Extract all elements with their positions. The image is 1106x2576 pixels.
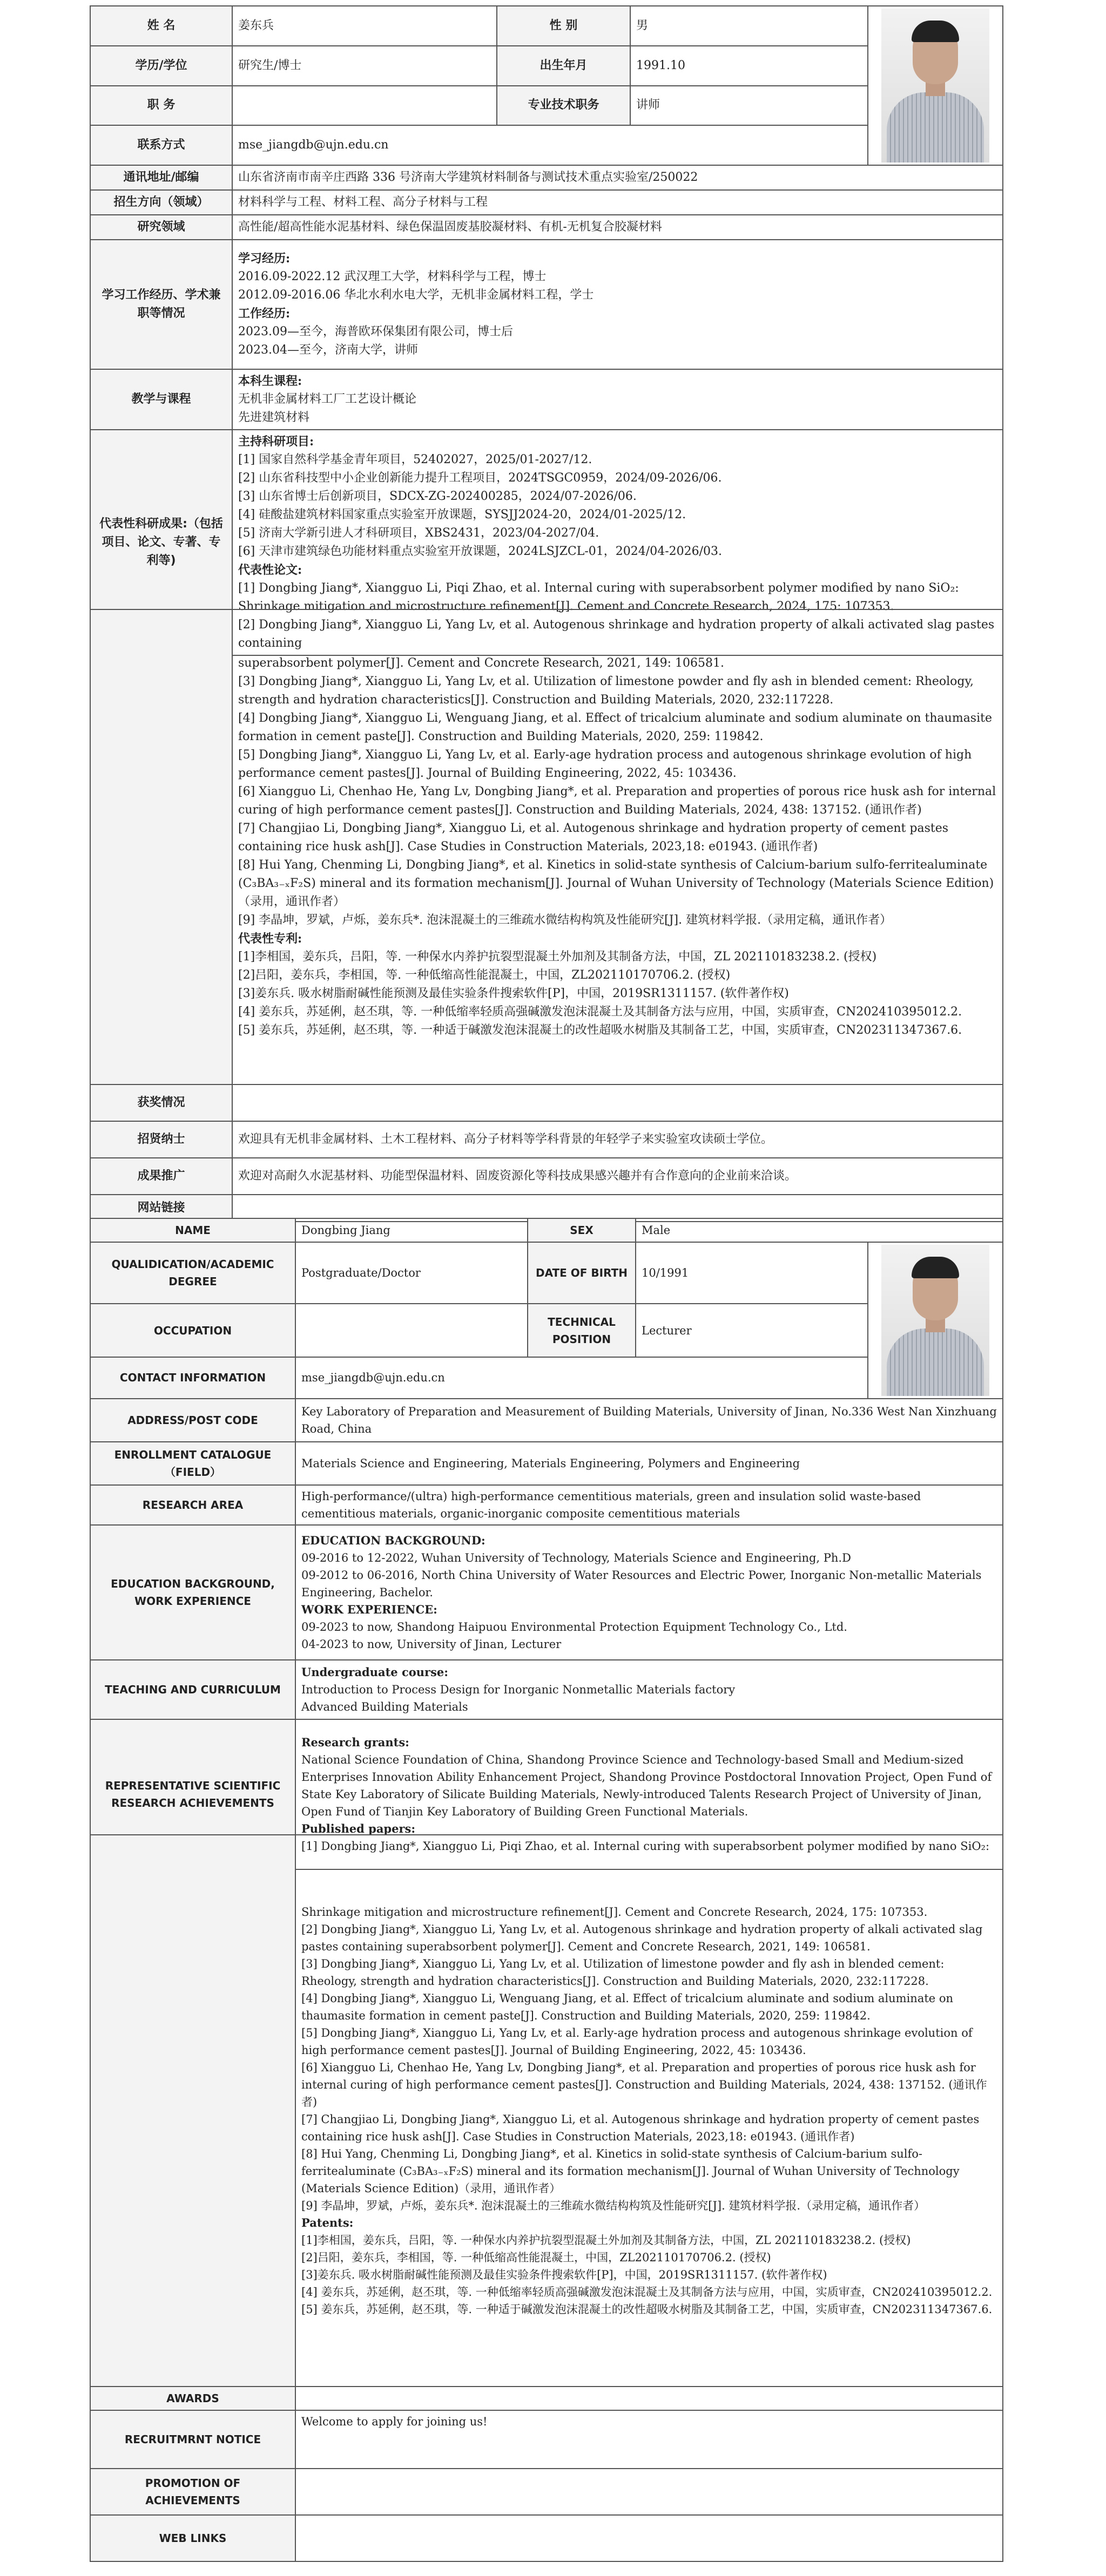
list-item: 2023.09—至今，海普欧环保集团有限公司，博士后 <box>238 325 513 338</box>
list-item: [5] 姜东兵，苏延俐，赵丕琪，等. 一种适于碱激发泡沫混凝土的改性超吸水树脂及其制备工艺，中国，实质审查，CN202311347367.6. <box>238 1023 962 1037</box>
en-photo-cell <box>868 1242 1003 1399</box>
list-item: [2]吕阳，姜东兵，李相国，等. 一种低缩高性能混凝土，中国，ZL202110170706.2. (授权) <box>301 2251 771 2264</box>
list-item: [4] 硅酸盐建筑材料国家重点实验室开放课题，SYSJJ2024-20，2024/01-2025/12. <box>238 508 686 521</box>
en-catalogue-value: Materials Science and Engineering, Materials Engineering, Polymers and Engineering <box>295 1442 1003 1485</box>
list-item: National Science Foundation of China, Shandong Province Science and Technology-based Small and Medium-sized Enterprises Innovation Ability Enhancement Project, Shandong Province Postdoctoral Innovation Project, Open Fund of State Key Laboratory of Silicate Building Materials, Newly-introduced Talents Research Project of University of Jinan, Open Fund of Tianjin Key Laboratory of Building Green Functional Materials. <box>301 1753 992 1818</box>
cn-position-label: 职 务 <box>90 86 232 126</box>
en-achievements-label: REPRESENTATIVE SCIENTIFIC RESEARCH ACHIEVEMENTS <box>90 1719 295 1869</box>
en-name-label: NAME <box>90 1218 295 1242</box>
section-heading: 主持科研项目: <box>238 435 314 449</box>
cn-promotion-value: 欢迎对高耐久水泥基材料、功能型保温材料、固废资源化等科技成果感兴趣并有合作意向的企业前来洽谈。 <box>232 1158 1003 1195</box>
list-item: [2]吕阳，姜东兵，李相国，等. 一种低缩高性能混凝土，中国，ZL202110170706.2. (授权) <box>238 968 731 982</box>
en-name-value: Dongbing Jiang <box>295 1218 528 1242</box>
en-occupation-value <box>295 1304 528 1357</box>
list-item: [5] 济南大学新引进人才科研项目，XBS2431，2023/04-2027/04. <box>238 526 599 540</box>
en-degree-value: Postgraduate/Doctor <box>295 1242 528 1304</box>
cn-address-label: 通讯地址/邮编 <box>90 165 232 190</box>
en-education-label: EDUCATION BACKGROUND, WORK EXPERIENCE <box>90 1525 295 1660</box>
section-heading: Undergraduate course: <box>301 1665 449 1679</box>
en-address-value: Key Laboratory of Preparation and Measurement of Building Materials, University of Jinan, No.336 West Nan Xinzhuang Road, China <box>295 1399 1003 1442</box>
list-item: [3] Dongbing Jiang*, Xiangguo Li, Yang Lv, et al. Utilization of limestone powder and fly ash in blended cement: Rheology, strength and hydration characteristics[J]. Construction and Building Materials, 2020, 232:117228. <box>301 1957 945 1988</box>
cn-photo-cell <box>868 6 1003 165</box>
list-item: Introduction to Process Design for Inorganic Nonmetallic Materials factory <box>301 1683 736 1696</box>
cn-name-label: 姓 名 <box>90 6 232 46</box>
en-birth-value: 10/1991 <box>636 1242 868 1304</box>
en-teaching-list <box>295 1660 1003 1719</box>
en-degree-label: QUALIDICATION/ACADEMIC DEGREE <box>90 1242 295 1304</box>
cn-awards-label: 获奖情况 <box>90 1084 232 1121</box>
section-heading: EDUCATION BACKGROUND: <box>301 1534 485 1547</box>
en-research-label: RESEARCH AREA <box>90 1485 295 1525</box>
en-teaching-label: TEACHING AND CURRICULUM <box>90 1660 295 1719</box>
en-education-list <box>295 1525 1003 1660</box>
list-item: [4] Dongbing Jiang*, Xiangguo Li, Wenguang Jiang, et al. Effect of tricalcium aluminate and sodium aluminate on thaumasite formation in cement paste[J]. Construction and Building Materials, 2020, 259: 119842. <box>301 1992 954 2022</box>
list-item: [5] Dongbing Jiang*, Xiangguo Li, Yang Lv, et al. Early-age hydration process and autogenous shrinkage evolution of high performance cement pastes[J]. Journal of Building Engineering, 2022, 45: 103436. <box>301 2026 973 2057</box>
en-sex-value: Male <box>636 1218 1003 1242</box>
list-item: [1]李相国，姜东兵，吕阳，等. 一种保水内养护抗裂型混凝土外加剂及其制备方法，中国，ZL 202110183238.2. (授权) <box>238 950 877 964</box>
section-heading: 代表性专利: <box>238 932 302 946</box>
cn-profile-table-continued <box>90 609 1002 1222</box>
cn-awards-value <box>232 1084 1003 1121</box>
cn-birth-label: 出生年月 <box>497 46 630 86</box>
section-heading: Research grants: <box>301 1736 409 1749</box>
list-item: [3]姜东兵. 吸水树脂耐碱性能预测及最佳实验条件搜索软件[P]，中国，2019SR1311157. (软件著作权) <box>301 2268 827 2281</box>
en-occupation-label: OCCUPATION <box>90 1304 295 1357</box>
en-awards-label: AWARDS <box>90 2387 295 2410</box>
en-catalogue-label: ENROLLMENT CATALOGUE（FIELD） <box>90 1442 295 1485</box>
list-item: [9] 李晶坤，罗斌，卢烁，姜东兵*. 泡沫混凝土的三维疏水微结构构筑及性能研究[J]. 建筑材料学报.（录用定稿，通讯作者） <box>238 913 892 927</box>
list-item: 2012.09-2016.06 华北水利水电大学，无机非金属材料工程，学士 <box>238 288 594 302</box>
list-item: [5] 姜东兵，苏延俐，赵丕琪，等. 一种适于碱激发泡沫混凝土的改性超吸水树脂及其制备工艺，中国，实质审查，CN202311347367.6. <box>301 2303 993 2316</box>
cn-catalogue-label: 招生方向（领域） <box>90 190 232 215</box>
en-birth-label: DATE OF BIRTH <box>528 1242 636 1304</box>
cn-degree-value: 研究生/博士 <box>232 46 497 86</box>
cn-address-value: 山东省济南市南辛庄西路 336 号济南大学建筑材料制备与测试技术重点实验室/250022 <box>232 165 1003 190</box>
list-item: [7] Changjiao Li, Dongbing Jiang*, Xiangguo Li, et al. Autogenous shrinkage and hydration property of cement pastes containing rice husk ash[J]. Case Studies in Construction Materials, 2023,18: e01943. (通讯作者) <box>238 822 949 853</box>
en-contact-label: CONTACT INFORMATION <box>90 1357 295 1399</box>
en-profile-table-continued <box>90 1834 1002 2562</box>
cn-sex-value: 男 <box>630 6 868 46</box>
cn-links-label: 网站链接 <box>90 1195 232 1222</box>
cn-research-value: 高性能/超高性能水泥基材料、绿色保温固废基胶凝材料、有机-无机复合胶凝材料 <box>232 215 1003 240</box>
en-position-value: Lecturer <box>636 1304 868 1357</box>
cn-teaching-label: 教学与课程 <box>90 369 232 430</box>
cn-degree-label: 学历/学位 <box>90 46 232 86</box>
list-item: superabsorbent polymer[J]. Cement and Concrete Research, 2021, 149: 106581. <box>238 656 725 670</box>
list-item: [6] 天津市建筑绿色功能材料重点实验室开放课题，2024LSJZCL-01，2024/04-2026/03. <box>238 545 723 558</box>
list-item: [4] Dongbing Jiang*, Xiangguo Li, Wenguang Jiang, et al. Effect of tricalcium aluminate and sodium aluminate on thaumasite formation in cement paste[J]. Construction and Building Materials, 2020, 259: 119842. <box>238 711 992 743</box>
list-item: Shrinkage mitigation and microstructure refinement[J]. Cement and Concrete Research, 2024, 175: 107353. <box>301 1906 928 1919</box>
list-item: [6] Xiangguo Li, Chenhao He, Yang Lv, Dongbing Jiang*, et al. Preparation and properties of porous rice husk ash for internal curing of high performance cement pastes[J]. Construction and Building Materials, 2024, 438: 137152. (通讯作者) <box>238 785 996 817</box>
section-heading: Published papers: <box>301 1822 416 1835</box>
en-recruit-label: RECRUITMRNT NOTICE <box>90 2410 295 2469</box>
list-item: [7] Changjiao Li, Dongbing Jiang*, Xiangguo Li, et al. Autogenous shrinkage and hydration property of cement pastes containing rice husk ash[J]. Case Studies in Construction Materials, 2023,18: e01943. (通讯作者) <box>301 2113 980 2143</box>
list-item: [4] 姜东兵，苏延俐，赵丕琪，等. 一种低缩率轻质高强碱激发泡沫混凝土及其制备方法与应用，中国，实质审查，CN202410395012.2. <box>301 2286 993 2299</box>
portrait-photo <box>881 1245 989 1396</box>
list-item: 09-2012 to 06-2016, North China University of Water Resources and Electric Power, Inorganic Non-metallic Materials Engineering, Bachelor. <box>301 1569 982 1599</box>
section-heading: 代表性论文: <box>238 563 302 577</box>
list-item: [2] 山东省科技型中小企业创新能力提升工程项目，2024TSGC0959，2024/09-2026/06. <box>238 471 722 485</box>
section-heading: Patents: <box>301 2216 354 2229</box>
list-item: [9] 李晶坤，罗斌，卢烁，姜东兵*. 泡沫混凝土的三维疏水微结构构筑及性能研究[J]. 建筑材料学报.（录用定稿，通讯作者） <box>301 2199 926 2212</box>
cn-achievements-label: 代表性科研成果:（包括项目、论文、专著、专利等) <box>90 430 232 655</box>
en-promotion-value <box>295 2469 1003 2515</box>
cn-research-label: 研究领域 <box>90 215 232 240</box>
en-sex-label: SEX <box>528 1218 636 1242</box>
cn-recruit-value: 欢迎具有无机非金属材料、土木工程材料、高分子材料等学科背景的年轻学子来实验室攻读硕士学位。 <box>232 1121 1003 1158</box>
list-item: Advanced Building Materials <box>301 1700 468 1713</box>
portrait-photo <box>881 9 989 162</box>
cn-name-value: 姜东兵 <box>232 6 497 46</box>
list-item: [1] Dongbing Jiang*, Xiangguo Li, Piqi Zhao, et al. Internal curing with superabsorbent polymer modified by nano SiO₂: <box>301 1840 990 1853</box>
cn-promotion-label: 成果推广 <box>90 1158 232 1195</box>
en-links-label: WEB LINKS <box>90 2515 295 2561</box>
list-item: [5] Dongbing Jiang*, Xiangguo Li, Yang Lv, et al. Early-age hydration process and autogenous shrinkage evolution of high performance cement pastes[J]. Journal of Building Engineering, 2022, 45: 103436. <box>238 748 972 780</box>
list-item: 09-2016 to 12-2022, Wuhan University of Technology, Materials Science and Engineering, Ph.D <box>301 1551 851 1564</box>
list-item: 2016.09-2022.12 武汉理工大学，材料科学与工程，博士 <box>238 270 547 283</box>
list-item: 09-2023 to now, Shandong Haipuou Environmental Protection Equipment Technology Co., Ltd. <box>301 1621 847 1633</box>
list-item: 先进建筑材料 <box>238 411 310 424</box>
list-item: [8] Hui Yang, Chenming Li, Dongbing Jiang*, et al. Kinetics in solid-state synthesis of Calcium-barium sulfo-ferritealuminate (C₃BA₃₋ₓF₂S) mineral and its formation mechanism[J]. Journal of Wuhan University of Technology (Materials Science Edition)（录用，通讯作者） <box>301 2147 960 2195</box>
cn-contact-label: 联系方式 <box>90 125 232 165</box>
section-heading: 本科生课程: <box>238 374 302 388</box>
cn-education-list <box>232 240 1003 369</box>
cn-recruit-label: 招贤纳士 <box>90 1121 232 1158</box>
en-awards-value <box>295 2387 1003 2410</box>
list-item: 无机非金属材料工厂工艺设计概论 <box>238 392 417 406</box>
en-achievements-list-2 <box>295 1835 1003 2387</box>
cn-achievements-cont-label <box>90 609 232 1084</box>
list-item: [6] Xiangguo Li, Chenhao He, Yang Lv, Dongbing Jiang*, et al. Preparation and properties of porous rice husk ash for internal curing of high performance cement pastes[J]. Construction and Building Materials, 2024, 438: 137152. (通讯作者) <box>301 2061 987 2109</box>
cn-title-label: 专业技术职务 <box>497 86 630 126</box>
en-promotion-label: PROMOTION OF ACHIEVEMENTS <box>90 2469 295 2515</box>
section-heading: 学习经历: <box>238 252 291 266</box>
list-item: [1]李相国，姜东兵，吕阳，等. 一种保水内养护抗裂型混凝土外加剂及其制备方法，中国，ZL 202110183238.2. (授权) <box>301 2234 911 2247</box>
en-research-value: High-performance/(ultra) high-performance cementitious materials, green and insulation solid waste-based cementitious materials, organic-inorganic composite cementitious materials <box>295 1485 1003 1525</box>
cn-profile-table <box>90 5 1002 656</box>
en-contact-value[interactable]: mse_jiangdb@ujn.edu.cn <box>295 1357 868 1399</box>
cn-contact-value[interactable]: mse_jiangdb@ujn.edu.cn <box>232 125 868 165</box>
en-address-label: ADDRESS/POST CODE <box>90 1399 295 1442</box>
cn-achievements-list-2 <box>232 609 1003 1084</box>
list-item: [3]姜东兵. 吸水树脂耐碱性能预测及最佳实验条件搜索软件[P]，中国，2019SR1311157. (软件著作权) <box>238 987 789 1000</box>
cn-position-value <box>232 86 497 126</box>
list-item: [3] Dongbing Jiang*, Xiangguo Li, Yang Lv, et al. Utilization of limestone powder and fly ash in blended cement: Rheology, strength and hydration characteristics[J]. Construction and Building Materials, 2020, 232:117228. <box>238 675 974 707</box>
en-profile-table <box>90 1218 1002 1870</box>
cn-education-label: 学习工作经历、学术兼职等情况 <box>90 240 232 369</box>
section-heading: WORK EXPERIENCE: <box>301 1603 437 1616</box>
cn-catalogue-value: 材料科学与工程、材料工程、高分子材料与工程 <box>232 190 1003 215</box>
list-item: [8] Hui Yang, Chenming Li, Dongbing Jiang*, et al. Kinetics in solid-state synthesis of Calcium-barium sulfo-ferritealuminate (C₃BA₃₋ₓF₂S) mineral and its formation mechanism[J]. Journal of Wuhan University of Technology (Materials Science Edition)（录用，通讯作者） <box>238 858 994 909</box>
list-item: [2] Dongbing Jiang*, Xiangguo Li, Yang Lv, et al. Autogenous shrinkage and hydration property of alkali activated slag pastes containing superabsorbent polymer[J]. Cement and Concrete Research, 2021, 149: 106581. <box>301 1923 983 1953</box>
list-item: [1] Dongbing Jiang*, Xiangguo Li, Piqi Zhao, et al. Internal curing with superabsorbent polymer modified by nano SiO₂: Shrinkage mitigation and microstructure refinement[J]. Cement and Concrete Research, 2024, 175: 107353. <box>238 581 959 613</box>
list-item: [3] 山东省博士后创新项目，SDCX-ZG-202400285，2024/07-2026/06. <box>238 490 637 503</box>
list-item: [4] 姜东兵，苏延俐，赵丕琪，等. 一种低缩率轻质高强碱激发泡沫混凝土及其制备方法与应用，中国，实质审查，CN202410395012.2. <box>238 1005 962 1019</box>
list-item: [1] 国家自然科学基金青年项目，52402027，2025/01-2027/12. <box>238 453 592 466</box>
cn-sex-label: 性 别 <box>497 6 630 46</box>
en-achievements-cont-label <box>90 1835 295 2387</box>
list-item: 04-2023 to now, University of Jinan, Lecturer <box>301 1638 562 1651</box>
en-links-value[interactable] <box>295 2515 1003 2561</box>
en-recruit-value: Welcome to apply for joining us! <box>295 2410 1003 2469</box>
cn-teaching-list <box>232 369 1003 430</box>
list-item: 2023.04—至今，济南大学，讲师 <box>238 343 418 357</box>
list-item: [2] Dongbing Jiang*, Xiangguo Li, Yang Lv, et al. Autogenous shrinkage and hydration property of alkali activated slag pastes containing <box>238 618 995 650</box>
en-position-label: TECHNICAL POSITION <box>528 1304 636 1357</box>
cn-birth-value: 1991.10 <box>630 46 868 86</box>
cn-title-value: 讲师 <box>630 86 868 126</box>
section-heading: 工作经历: <box>238 307 291 321</box>
